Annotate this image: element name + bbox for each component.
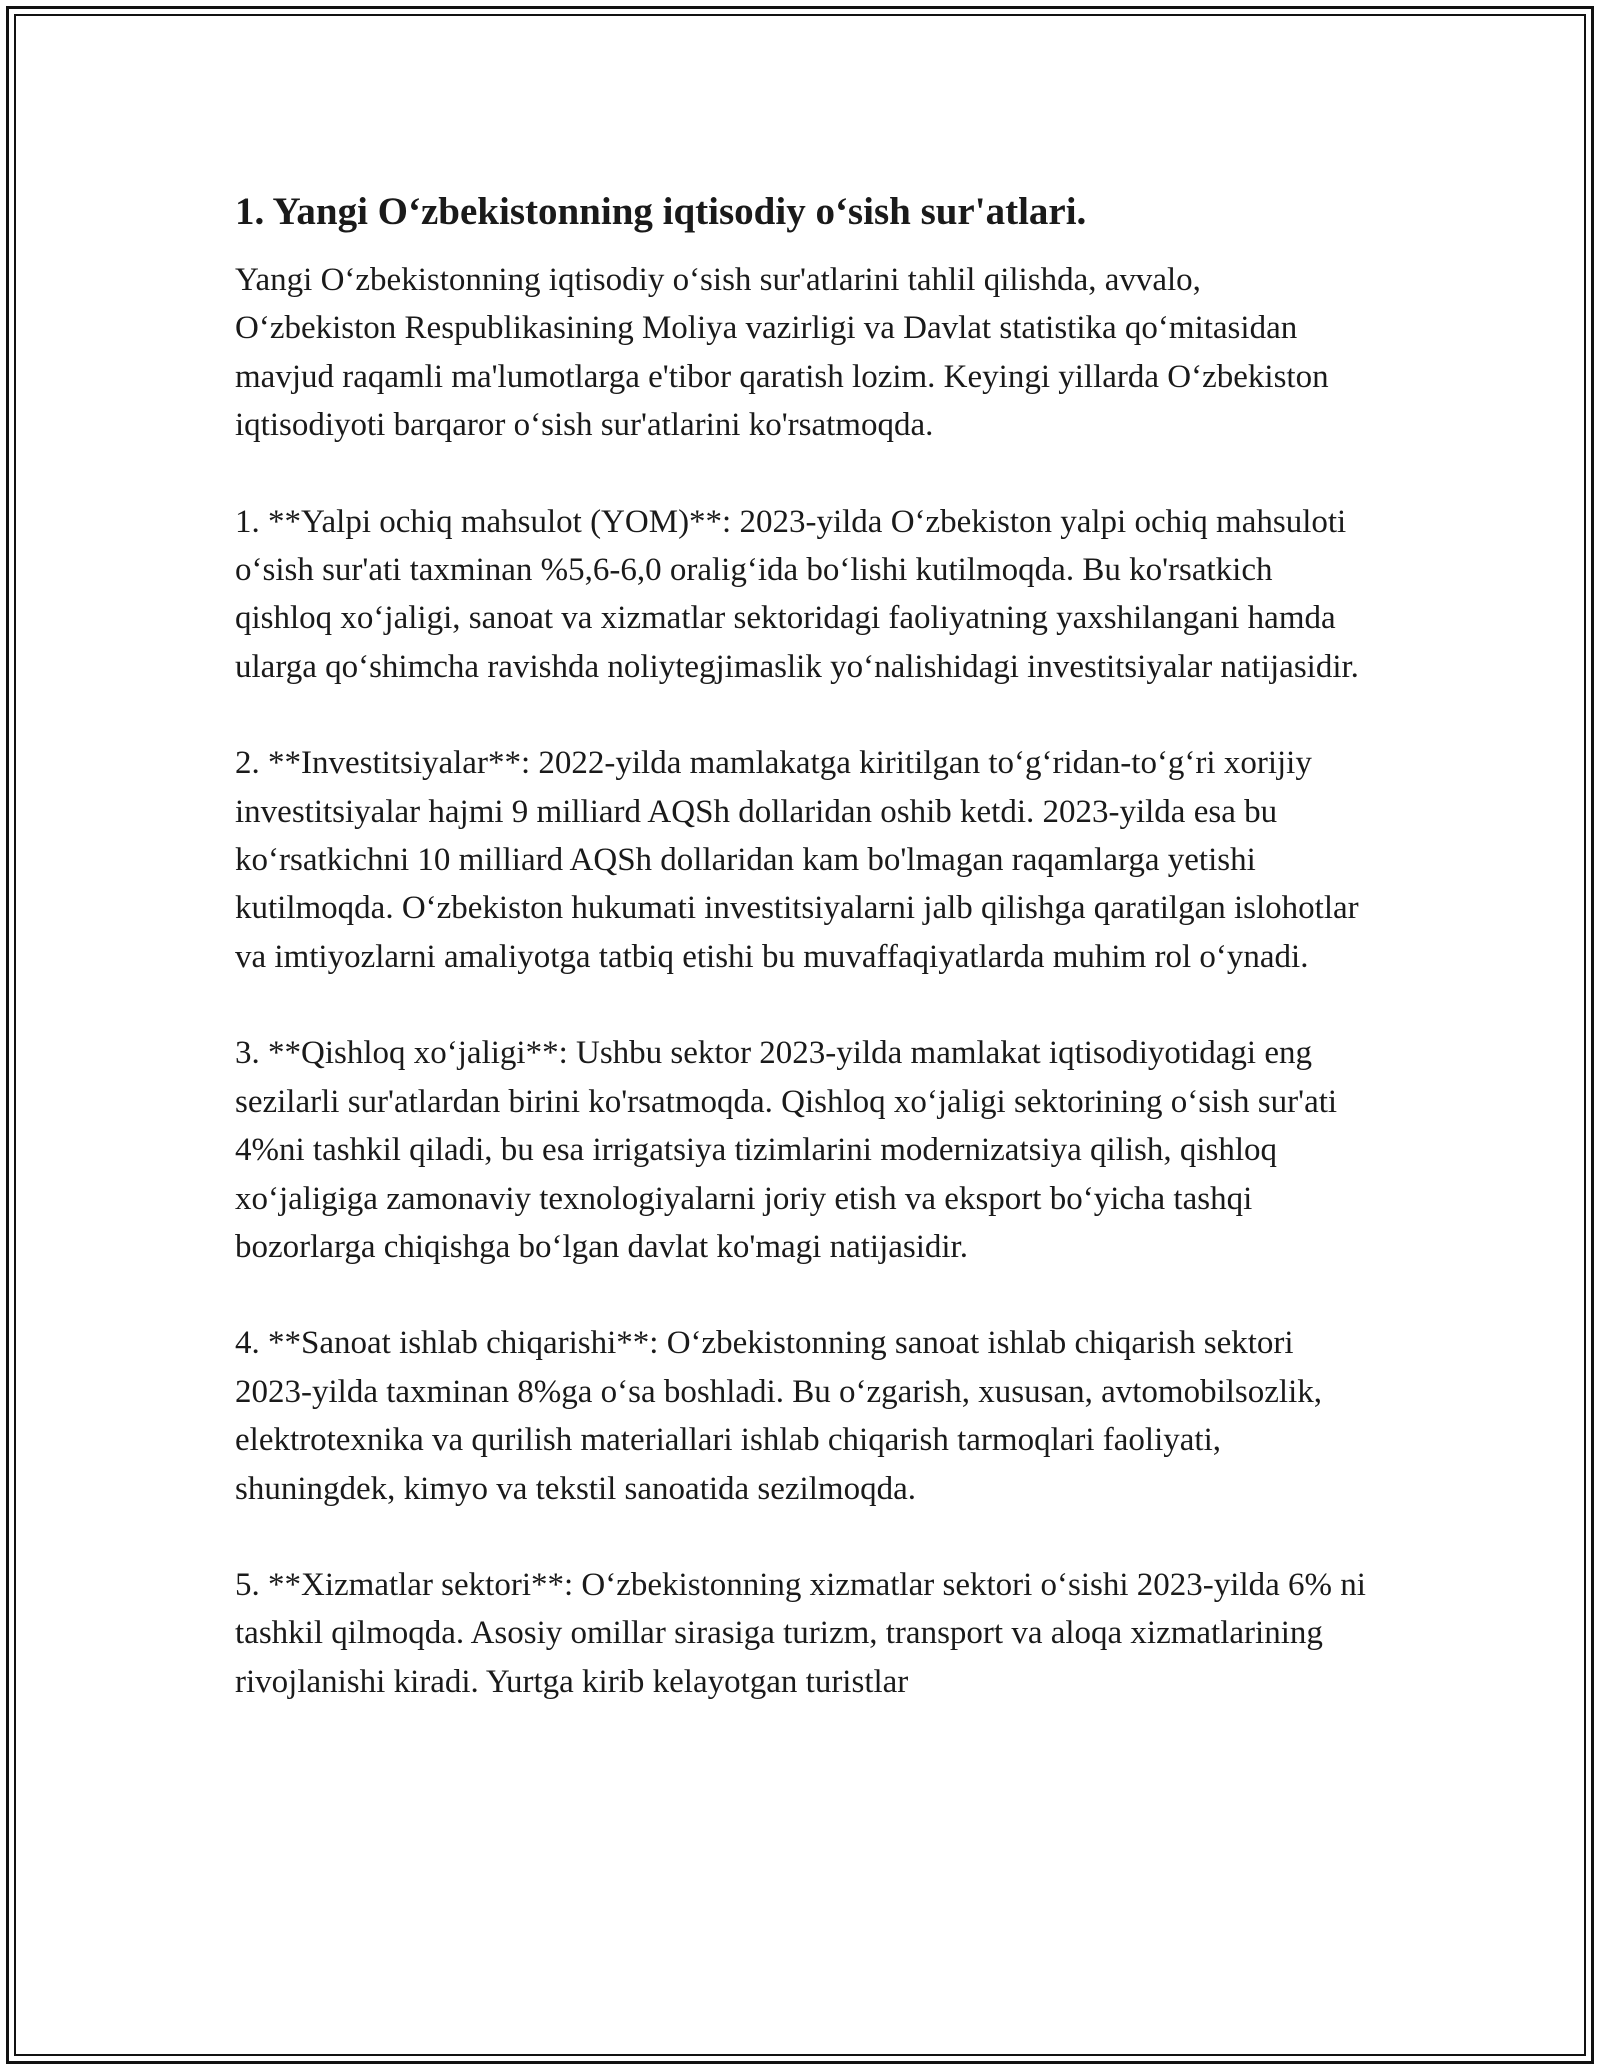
document-body [235,186,1370,1754]
paragraph-investments: 2. **Investitsiyalar**: 2022-yilda mamlakatga kiritilgan to‘g‘ridan-to‘g‘ri xorijiy investitsiyalar hajmi 9 milliard AQSh dollaridan oshib ketdi. 2023-yilda esa bu ko‘rsatkichni 10 milliard AQSh dollaridan kam bo'lmagan raqamlarga yetishi kutilmoqda. O‘zbekiston hukumati investitsiyalarni jalb qilishga qaratilgan islohotlar va imtiyozlarni amaliyotga tatbiq etishi bu muvaffaqiyatlarda muhim rol o‘ynadi. [235,745,1359,975]
paragraph-industry: 4. **Sanoat ishlab chiqarishi**: O‘zbekistonning sanoat ishlab chiqarish sektori 2023-yilda taxminan 8%ga o‘sa boshladi. Bu o‘zgarish, xususan, avtomobilsozlik, elektrotexnika va qurilish materiallari ishlab chiqarish tarmoqlari faoliyati, shuningdek, kimyo va tekstil sanoatida sezilmoqda. [235,1325,1322,1507]
paragraph-agriculture: 3. **Qishloq xo‘jaligi**: Ushbu sektor 2023-yilda mamlakat iqtisodiyotidagi eng sezilarli sur'atlardan birini ko'rsatmoqda. Qishloq xo‘jaligi sektorining o‘sish sur'ati 4%ni tashkil qiladi, bu esa irrigatsiya tizimlarini modernizatsiya qilish, qishloq xo‘jaligiga zamonaviy texnologiyalarni joriy etish va eksport bo‘yicha tashqi bozorlarga chiqishga bo‘lgan davlat ko'magi natijasidir. [235,1035,1338,1265]
paragraph-gdp: 1. **Yalpi ochiq mahsulot (YOM)**: 2023-yilda O‘zbekiston yalpi ochiq mahsuloti o‘sish sur'ati taxminan %5,6-6,0 oralig‘ida bo‘lishi kutilmoqda. Bu ko'rsatkich qishloq xo‘jaligi, sanoat va xizmatlar sektoridagi faoliyatning yaxshilangani hamda ularga qo‘shimcha ravishda noliytegjimaslik yo‘nalishidagi investitsiyalar natijasidir. [235,503,1359,685]
section-title: 1. Yangi O‘zbekistonning iqtisodiy o‘sish sur'atlari. [235,190,1087,233]
paragraph-services: 5. **Xizmatlar sektori**: O‘zbekistonning xizmatlar sektori o‘sishi 2023-yilda 6% ni tashkil qilmoqda. Asosiy omillar sirasiga turizm, transport va aloqa xizmatlarining rivojlanishi kiradi. Yurtga kirib kelayotgan turistlar [235,1566,1366,1700]
intro-paragraph: Yangi O‘zbekistonning iqtisodiy o‘sish sur'atlarini tahlil qilishda, avvalo, O‘zbekiston Respublikasining Moliya vazirligi va Davlat statistika qo‘mitasidan mavjud raqamli ma'lumotlarga e'tibor qaratish lozim. Keyingi yillarda O‘zbekiston iqtisodiyoti barqaror o‘sish sur'atlarini ko'rsatmoqda. [235,262,1329,444]
